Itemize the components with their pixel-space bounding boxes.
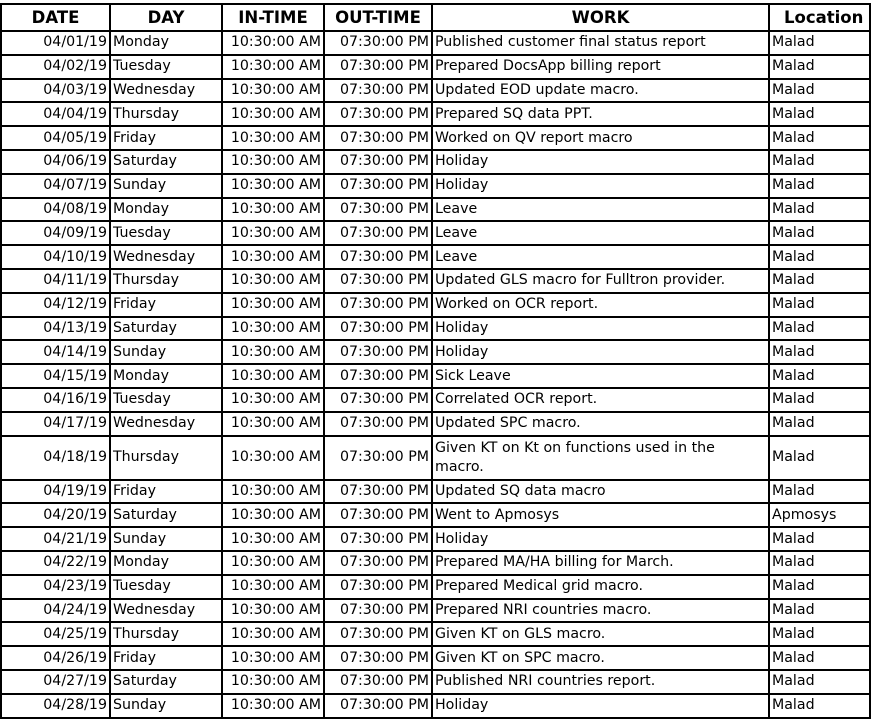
table-body	[1, 31, 870, 718]
out-time-cell[interactable]: 07:30:00 PM	[324, 694, 432, 718]
attendance-table	[0, 3, 871, 719]
header-out-time[interactable]: OUT-TIME	[324, 4, 432, 31]
day-cell[interactable]: Monday	[110, 551, 222, 575]
day-cell[interactable]: Monday	[110, 364, 222, 388]
table-row	[1, 340, 870, 364]
location-cell[interactable]: Malad	[769, 527, 870, 551]
table-row	[1, 388, 870, 412]
location-cell[interactable]: Malad	[769, 55, 870, 79]
in-time-cell[interactable]: 10:30:00 AM	[222, 198, 324, 222]
location-cell[interactable]: Malad	[769, 293, 870, 317]
date-cell[interactable]: 04/07/19	[1, 174, 110, 198]
date-cell[interactable]: 04/17/19	[1, 412, 110, 436]
location-cell[interactable]: Malad	[769, 436, 870, 480]
day-cell[interactable]: Friday	[110, 293, 222, 317]
day-cell[interactable]: Saturday	[110, 317, 222, 341]
work-cell[interactable]: Worked on OCR report.	[432, 293, 769, 317]
out-time-cell[interactable]: 07:30:00 PM	[324, 480, 432, 504]
date-cell[interactable]: 04/22/19	[1, 551, 110, 575]
location-cell[interactable]: Malad	[769, 388, 870, 412]
out-time-cell[interactable]: 07:30:00 PM	[324, 412, 432, 436]
work-cell[interactable]: Published customer final status report	[432, 31, 769, 55]
out-time-cell[interactable]: 07:30:00 PM	[324, 221, 432, 245]
day-cell[interactable]: Wednesday	[110, 79, 222, 103]
in-time-cell[interactable]: 10:30:00 AM	[222, 317, 324, 341]
location-cell[interactable]: Malad	[769, 317, 870, 341]
location-cell[interactable]: Malad	[769, 364, 870, 388]
day-cell[interactable]: Thursday	[110, 436, 222, 480]
in-time-cell[interactable]: 10:30:00 AM	[222, 102, 324, 126]
table-row	[1, 527, 870, 551]
table-row	[1, 412, 870, 436]
location-cell[interactable]: Malad	[769, 694, 870, 718]
work-cell[interactable]: Holiday	[432, 150, 769, 174]
table-row	[1, 221, 870, 245]
location-cell[interactable]: Malad	[769, 245, 870, 269]
location-cell[interactable]: Malad	[769, 174, 870, 198]
work-cell[interactable]: Leave	[432, 198, 769, 222]
work-cell[interactable]: Leave	[432, 245, 769, 269]
in-time-cell[interactable]: 10:30:00 AM	[222, 340, 324, 364]
work-cell[interactable]: Given KT on GLS macro.	[432, 622, 769, 646]
day-cell[interactable]: Monday	[110, 31, 222, 55]
attendance-sheet	[0, 3, 871, 719]
table-row	[1, 575, 870, 599]
in-time-cell[interactable]: 10:30:00 AM	[222, 670, 324, 694]
work-cell[interactable]: Holiday	[432, 340, 769, 364]
table-row	[1, 245, 870, 269]
location-cell[interactable]: Malad	[769, 551, 870, 575]
work-cell[interactable]: Went to Apmosys	[432, 503, 769, 527]
location-cell[interactable]: Malad	[769, 31, 870, 55]
in-time-cell[interactable]: 10:30:00 AM	[222, 79, 324, 103]
day-cell[interactable]: Thursday	[110, 102, 222, 126]
day-cell[interactable]: Wednesday	[110, 599, 222, 623]
day-cell[interactable]: Wednesday	[110, 245, 222, 269]
date-cell[interactable]: 04/15/19	[1, 364, 110, 388]
date-cell[interactable]: 04/25/19	[1, 622, 110, 646]
work-cell[interactable]: Prepared SQ data PPT.	[432, 102, 769, 126]
in-time-cell[interactable]: 10:30:00 AM	[222, 31, 324, 55]
out-time-cell[interactable]: 07:30:00 PM	[324, 174, 432, 198]
out-time-cell[interactable]: 07:30:00 PM	[324, 503, 432, 527]
in-time-cell[interactable]: 10:30:00 AM	[222, 503, 324, 527]
table-row	[1, 670, 870, 694]
date-cell[interactable]: 04/26/19	[1, 646, 110, 670]
location-cell[interactable]: Malad	[769, 670, 870, 694]
out-time-cell[interactable]: 07:30:00 PM	[324, 527, 432, 551]
table-row	[1, 646, 870, 670]
day-cell[interactable]: Friday	[110, 126, 222, 150]
work-cell[interactable]: Updated EOD update macro.	[432, 79, 769, 103]
day-cell[interactable]: Sunday	[110, 174, 222, 198]
in-time-cell[interactable]: 10:30:00 AM	[222, 575, 324, 599]
table-row	[1, 174, 870, 198]
day-cell[interactable]: Tuesday	[110, 388, 222, 412]
header-in-time[interactable]: IN-TIME	[222, 4, 324, 31]
work-cell[interactable]: Holiday	[432, 694, 769, 718]
in-time-cell[interactable]: 10:30:00 AM	[222, 436, 324, 480]
table-row	[1, 198, 870, 222]
in-time-cell[interactable]: 10:30:00 AM	[222, 126, 324, 150]
location-cell[interactable]: Malad	[769, 102, 870, 126]
day-cell[interactable]: Monday	[110, 198, 222, 222]
date-cell[interactable]: 04/08/19	[1, 198, 110, 222]
in-time-cell[interactable]: 10:30:00 AM	[222, 55, 324, 79]
out-time-cell[interactable]: 07:30:00 PM	[324, 31, 432, 55]
table-row	[1, 79, 870, 103]
out-time-cell[interactable]: 07:30:00 PM	[324, 436, 432, 480]
day-cell[interactable]: Tuesday	[110, 221, 222, 245]
header-work[interactable]: WORK	[432, 4, 769, 31]
in-time-cell[interactable]: 10:30:00 AM	[222, 551, 324, 575]
date-cell[interactable]: 04/18/19	[1, 436, 110, 480]
in-time-cell[interactable]: 10:30:00 AM	[222, 388, 324, 412]
table-row	[1, 269, 870, 293]
date-cell[interactable]: 04/01/19	[1, 31, 110, 55]
out-time-cell[interactable]: 07:30:00 PM	[324, 293, 432, 317]
out-time-cell[interactable]: 07:30:00 PM	[324, 269, 432, 293]
out-time-cell[interactable]: 07:30:00 PM	[324, 126, 432, 150]
in-time-cell[interactable]: 10:30:00 AM	[222, 694, 324, 718]
work-cell[interactable]: Given KT on SPC macro.	[432, 646, 769, 670]
day-cell[interactable]: Thursday	[110, 269, 222, 293]
table-row	[1, 102, 870, 126]
work-cell[interactable]: Worked on QV report macro	[432, 126, 769, 150]
work-cell[interactable]: Prepared MA/HA billing for March.	[432, 551, 769, 575]
day-cell[interactable]: Friday	[110, 480, 222, 504]
date-cell[interactable]: 04/27/19	[1, 670, 110, 694]
day-cell[interactable]: Saturday	[110, 150, 222, 174]
out-time-cell[interactable]: 07:30:00 PM	[324, 646, 432, 670]
in-time-cell[interactable]: 10:30:00 AM	[222, 221, 324, 245]
out-time-cell[interactable]: 07:30:00 PM	[324, 79, 432, 103]
in-time-cell[interactable]: 10:30:00 AM	[222, 622, 324, 646]
location-cell[interactable]: Malad	[769, 646, 870, 670]
work-cell[interactable]: Prepared Medical grid macro.	[432, 575, 769, 599]
location-cell[interactable]: Malad	[769, 622, 870, 646]
out-time-cell[interactable]: 07:30:00 PM	[324, 150, 432, 174]
table-row	[1, 694, 870, 718]
date-cell[interactable]: 04/28/19	[1, 694, 110, 718]
out-time-cell[interactable]: 07:30:00 PM	[324, 599, 432, 623]
out-time-cell[interactable]: 07:30:00 PM	[324, 622, 432, 646]
in-time-cell[interactable]: 10:30:00 AM	[222, 480, 324, 504]
work-cell[interactable]: Leave	[432, 221, 769, 245]
table-row	[1, 317, 870, 341]
out-time-cell[interactable]: 07:30:00 PM	[324, 102, 432, 126]
date-cell[interactable]: 04/14/19	[1, 340, 110, 364]
location-cell[interactable]: Malad	[769, 269, 870, 293]
header-day[interactable]: DAY	[110, 4, 222, 31]
location-cell[interactable]: Malad	[769, 412, 870, 436]
out-time-cell[interactable]: 07:30:00 PM	[324, 317, 432, 341]
date-cell[interactable]: 04/24/19	[1, 599, 110, 623]
table-row	[1, 126, 870, 150]
location-cell[interactable]: Malad	[769, 126, 870, 150]
date-cell[interactable]: 04/06/19	[1, 150, 110, 174]
date-cell[interactable]: 04/03/19	[1, 79, 110, 103]
date-cell[interactable]: 04/12/19	[1, 293, 110, 317]
date-cell[interactable]: 04/09/19	[1, 221, 110, 245]
out-time-cell[interactable]: 07:30:00 PM	[324, 575, 432, 599]
out-time-cell[interactable]: 07:30:00 PM	[324, 551, 432, 575]
day-cell[interactable]: Saturday	[110, 670, 222, 694]
table-row	[1, 150, 870, 174]
table-row	[1, 551, 870, 575]
location-cell[interactable]: Malad	[769, 480, 870, 504]
work-cell[interactable]: Updated SPC macro.	[432, 412, 769, 436]
out-time-cell[interactable]: 07:30:00 PM	[324, 670, 432, 694]
table-row	[1, 622, 870, 646]
out-time-cell[interactable]: 07:30:00 PM	[324, 388, 432, 412]
in-time-cell[interactable]: 10:30:00 AM	[222, 412, 324, 436]
in-time-cell[interactable]: 10:30:00 AM	[222, 174, 324, 198]
date-cell[interactable]: 04/23/19	[1, 575, 110, 599]
date-cell[interactable]: 04/16/19	[1, 388, 110, 412]
work-cell[interactable]: Holiday	[432, 527, 769, 551]
in-time-cell[interactable]: 10:30:00 AM	[222, 245, 324, 269]
day-cell[interactable]: Sunday	[110, 340, 222, 364]
day-cell[interactable]: Tuesday	[110, 55, 222, 79]
location-cell[interactable]: Malad	[769, 599, 870, 623]
table-row	[1, 293, 870, 317]
work-cell[interactable]: Updated GLS macro for Fulltron provider.	[432, 269, 769, 293]
work-cell[interactable]: Correlated OCR report.	[432, 388, 769, 412]
table-row	[1, 503, 870, 527]
date-cell[interactable]: 04/20/19	[1, 503, 110, 527]
location-cell[interactable]: Malad	[769, 575, 870, 599]
location-cell[interactable]: Malad	[769, 79, 870, 103]
in-time-cell[interactable]: 10:30:00 AM	[222, 599, 324, 623]
work-cell[interactable]: Holiday	[432, 317, 769, 341]
day-cell[interactable]: Wednesday	[110, 412, 222, 436]
location-cell[interactable]: Malad	[769, 221, 870, 245]
day-cell[interactable]: Saturday	[110, 503, 222, 527]
in-time-cell[interactable]: 10:30:00 AM	[222, 364, 324, 388]
date-cell[interactable]: 04/11/19	[1, 269, 110, 293]
out-time-cell[interactable]: 07:30:00 PM	[324, 245, 432, 269]
date-cell[interactable]: 04/21/19	[1, 527, 110, 551]
table-row	[1, 436, 870, 480]
header-date[interactable]: DATE	[1, 4, 110, 31]
out-time-cell[interactable]: 07:30:00 PM	[324, 198, 432, 222]
day-cell[interactable]: Friday	[110, 646, 222, 670]
day-cell[interactable]: Thursday	[110, 622, 222, 646]
location-cell[interactable]: Apmosys	[769, 503, 870, 527]
out-time-cell[interactable]: 07:30:00 PM	[324, 340, 432, 364]
work-cell[interactable]: Updated SQ data macro	[432, 480, 769, 504]
date-cell[interactable]: 04/04/19	[1, 102, 110, 126]
table-row	[1, 480, 870, 504]
in-time-cell[interactable]: 10:30:00 AM	[222, 646, 324, 670]
header-location[interactable]: Location	[769, 4, 870, 31]
header-row	[1, 4, 870, 31]
work-cell[interactable]: Prepared DocsApp billing report	[432, 55, 769, 79]
out-time-cell[interactable]: 07:30:00 PM	[324, 55, 432, 79]
work-cell[interactable]: Prepared NRI countries macro.	[432, 599, 769, 623]
location-cell[interactable]: Malad	[769, 340, 870, 364]
date-cell[interactable]: 04/05/19	[1, 126, 110, 150]
in-time-cell[interactable]: 10:30:00 AM	[222, 293, 324, 317]
table-row	[1, 364, 870, 388]
location-cell[interactable]: Malad	[769, 150, 870, 174]
date-cell[interactable]: 04/13/19	[1, 317, 110, 341]
day-cell[interactable]: Sunday	[110, 527, 222, 551]
day-cell[interactable]: Tuesday	[110, 575, 222, 599]
location-cell[interactable]: Malad	[769, 198, 870, 222]
work-cell[interactable]: Published NRI countries report.	[432, 670, 769, 694]
table-row	[1, 599, 870, 623]
table-row	[1, 55, 870, 79]
work-cell[interactable]: Given KT on Kt on functions used in the macro.	[432, 436, 769, 480]
in-time-cell[interactable]: 10:30:00 AM	[222, 527, 324, 551]
in-time-cell[interactable]: 10:30:00 AM	[222, 269, 324, 293]
out-time-cell[interactable]: 07:30:00 PM	[324, 364, 432, 388]
in-time-cell[interactable]: 10:30:00 AM	[222, 150, 324, 174]
date-cell[interactable]: 04/19/19	[1, 480, 110, 504]
day-cell[interactable]: Sunday	[110, 694, 222, 718]
work-cell[interactable]: Sick Leave	[432, 364, 769, 388]
date-cell[interactable]: 04/02/19	[1, 55, 110, 79]
table-row	[1, 31, 870, 55]
date-cell[interactable]: 04/10/19	[1, 245, 110, 269]
work-cell[interactable]: Holiday	[432, 174, 769, 198]
